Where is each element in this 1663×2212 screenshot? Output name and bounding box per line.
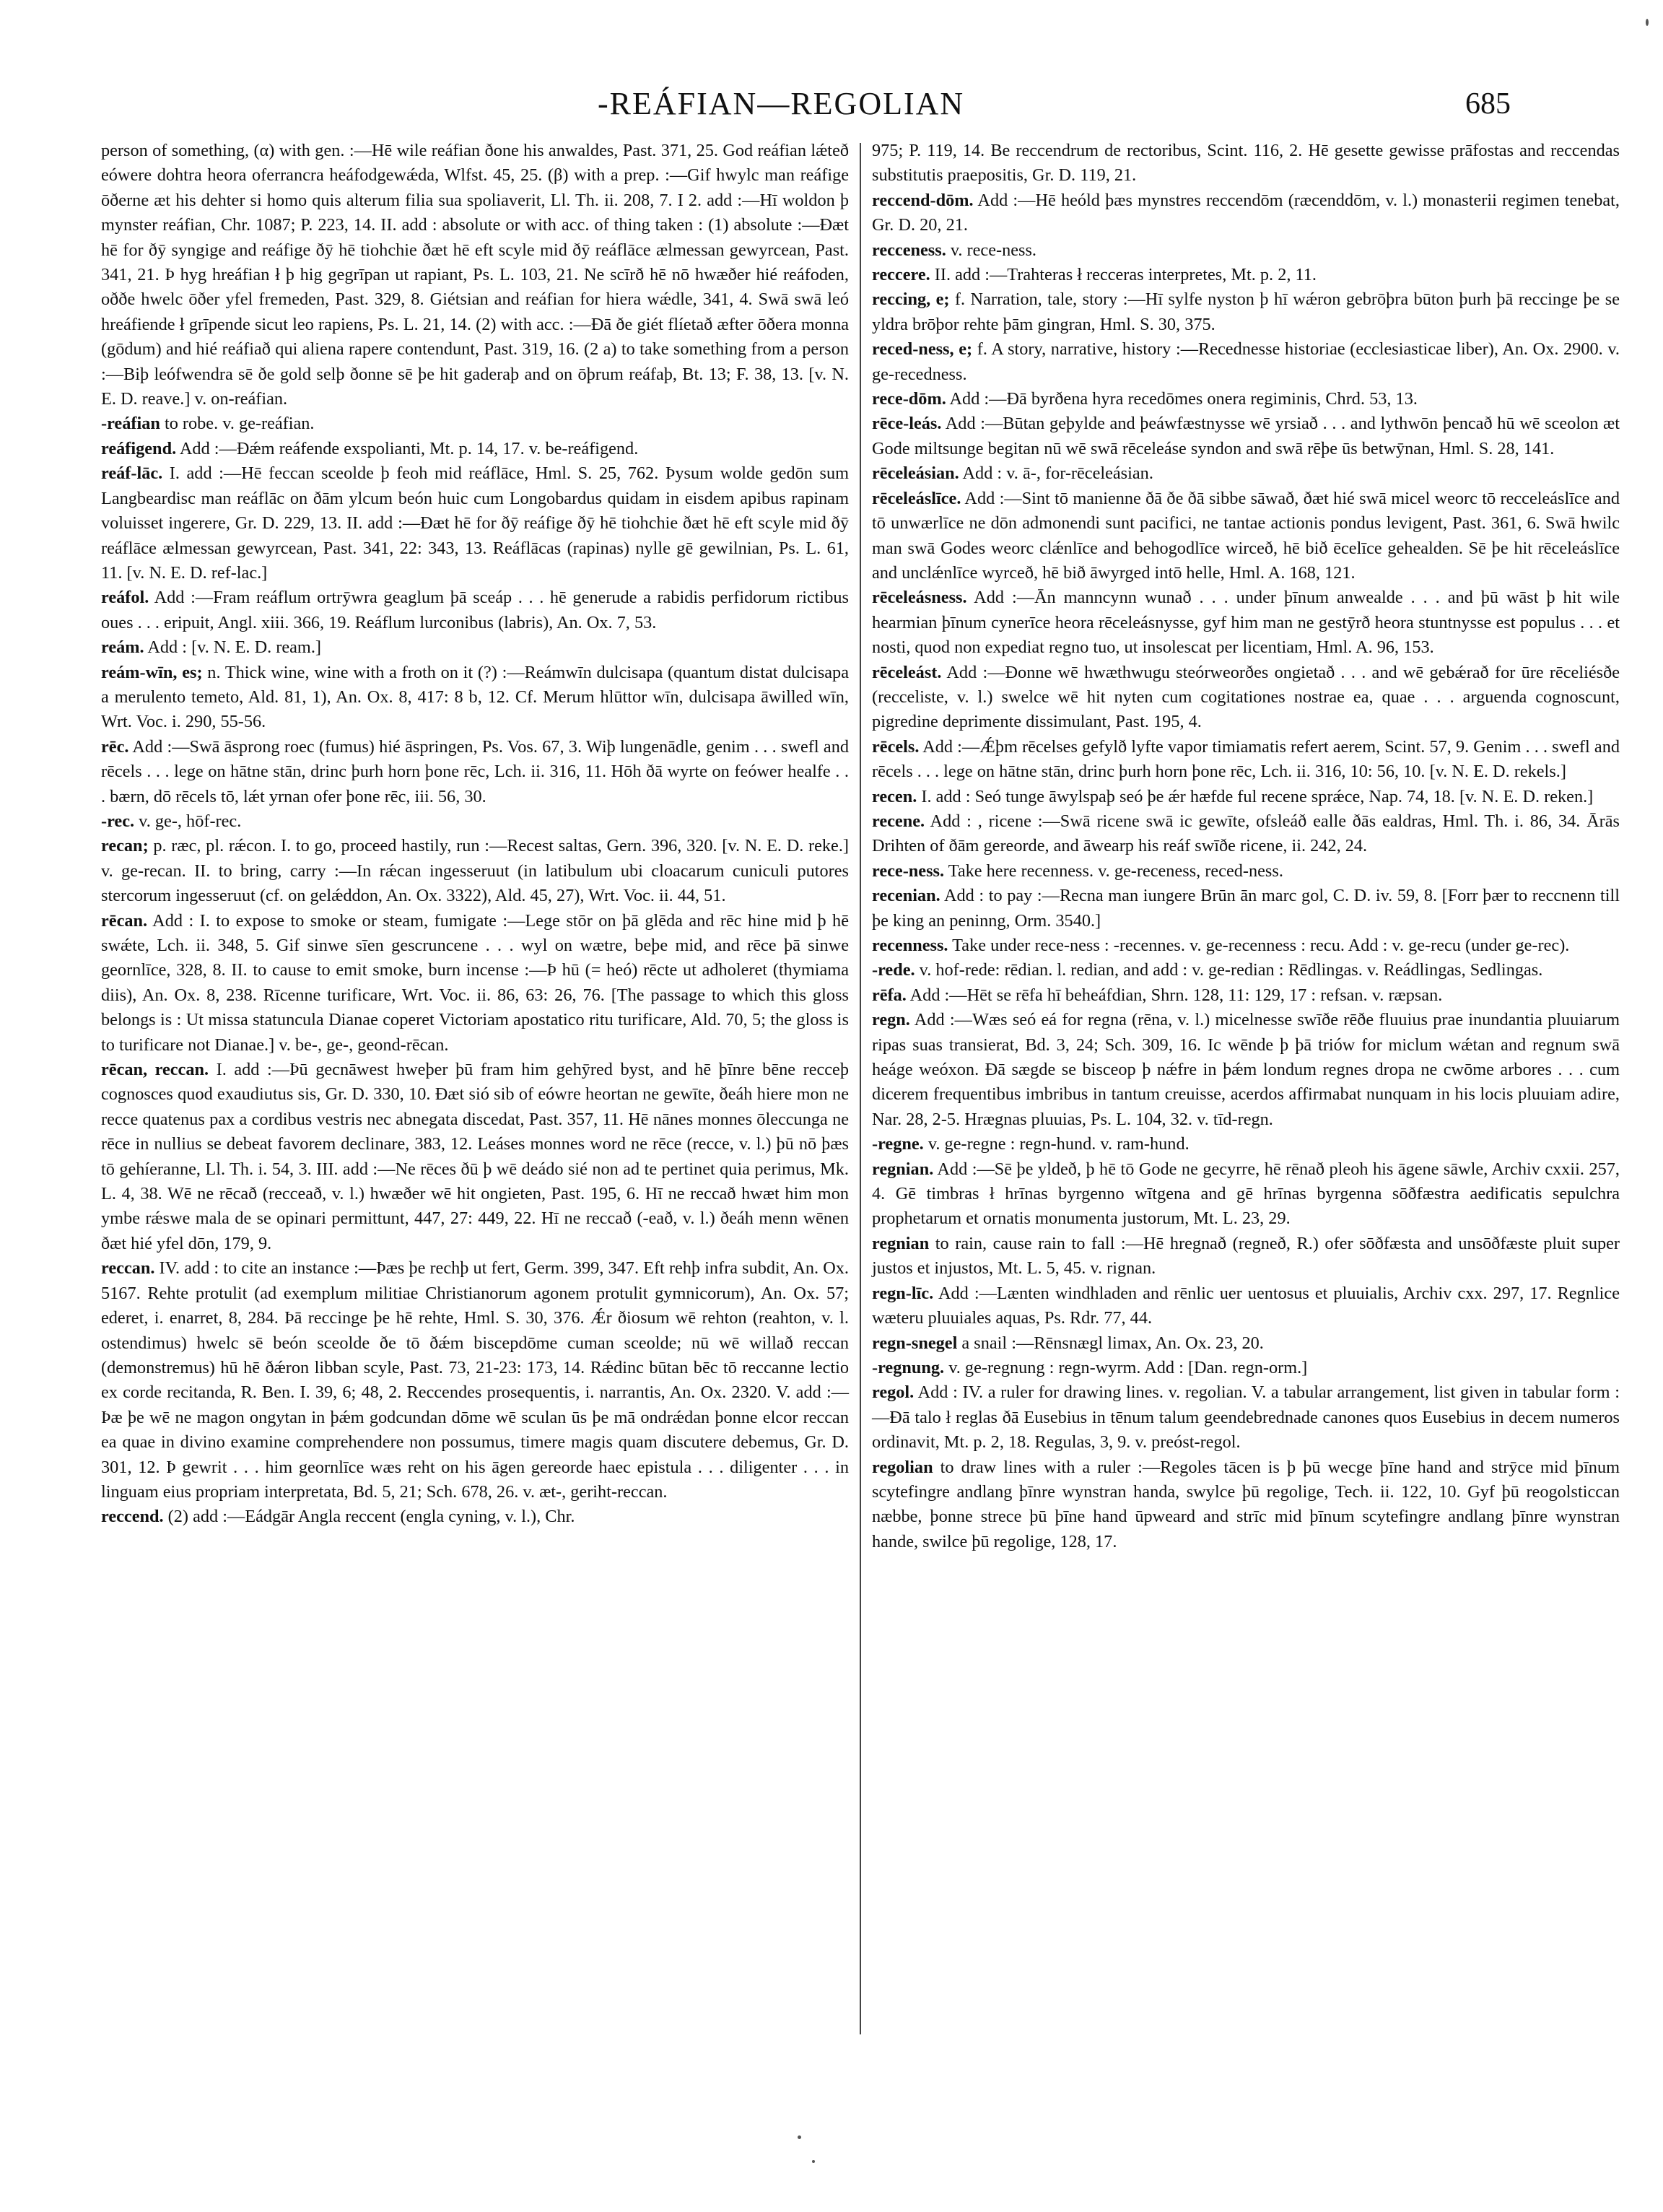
dictionary-entry <box>101 461 849 585</box>
entry-headword: rece-ness. <box>872 861 945 881</box>
entry-text: I. add : Seó tunge āwylspaþ seó þe ǽr hæfde ful recene sprǽce, Nap. 74, 18. [v. N. E. D. reken.] <box>917 786 1594 806</box>
entry-headword: recene. <box>872 811 925 831</box>
entry-headword: rēceleáslīce. <box>872 488 961 508</box>
dictionary-entry <box>872 1008 1620 1132</box>
dictionary-entry <box>872 809 1620 859</box>
dictionary-entry <box>101 139 849 412</box>
dictionary-entry <box>872 287 1620 337</box>
entry-text: Add :—Sē þe yldeð, þ hē tō Gode ne gecyrre, hē rēnað pleoh his āgene sāwle, Archiv cxxii. 257, 4. Gē timbras ł hrīnas byrgenno wītgena and gē hrīnas byrgenna sōðfæstra aedificatis sepulchra prophetarum et ornatis monumenta justorum, Mt. L. 23, 29. <box>872 1159 1620 1229</box>
entry-text: Add :—Ðā byrðena hyra recedōmes onera regiminis, Chrd. 53, 13. <box>946 389 1418 409</box>
entry-text: Add : to pay :—Recna man iungere Brūn ān marc gol, C. D. iv. 59, 8. [Forr þær to reccnenn till þe king an peninng, Orm. 3540.] <box>872 886 1620 931</box>
entry-headword: regnian <box>872 1233 930 1253</box>
scan-speck <box>812 2160 815 2163</box>
entry-headword: recen. <box>872 786 917 806</box>
dictionary-entry <box>101 661 849 735</box>
entry-text: Add :—Ðonne wē hwæthwugu steórweorðes ongietað . . . and wē gebǽrað for ūre rēceliésðe (recceliste, v. l.) swelce wē hit nyten cum cogitationes nostrae ea, quae . . . arguenda cognoscunt, pigredine deprimente dissimulant, Past. 195, 4. <box>872 662 1620 732</box>
entry-headword: regolian <box>872 1457 933 1477</box>
entry-headword: recenian. <box>872 886 940 906</box>
dictionary-entry <box>101 809 849 834</box>
entry-text: Take here recenness. v. ge-receness, reced-ness. <box>944 861 1283 881</box>
dictionary-entry <box>872 188 1620 238</box>
entry-headword: rēceleásian. <box>872 463 959 484</box>
entry-text: Add :—Swā āsprong roec (fumus) hié āspringen, Ps. Vos. 67, 3. Wiþ lungenādle, genim . . . swefl and rēcels . . . lege on hātne stān, drinc þurh horn þone rēc, Lch. ii. 316, 11. Hōh ðā wyrte on feówer healfe . . . bærn, dō rēcels tō, lǽt yrnan ofer þone rēc, iii. 56, 30. <box>101 736 849 806</box>
dictionary-entry <box>101 585 849 635</box>
entry-text: p. ræc, pl. rǽcon. I. to go, proceed hastily, run :—Recest saltas, Gern. 396, 320. [v. N. E. D. reke.] v. ge-recan. II. to bring, carry :—In rǽcan ingesseruut (in latibulum ubi cloacarum cuniculi putores stercorum ingesseruut (cf. on gelǽddon, An. Ox. 3322), Ald. 45, 27), Wrt. Voc. ii. 44, 51. <box>101 836 849 906</box>
entry-text: to draw lines with a ruler :—Regoles tācen is þ þū wecge þīne hand and strȳce mid þīnum scytefingre andlang þīnre wynstran handa, swylce þū regolige, Tech. ii. 122, 10. Gyf þū reogolsticcan næbbe, þonne strece þū þīne hand ūpweard and strīc mid þīnum scytefingre andlang þīnre wynstran hande, swilce þū regolige, 128, 17. <box>872 1457 1620 1551</box>
entry-headword: reccend. <box>101 1507 164 1527</box>
entry-text: Add :—Ðǽm reáfende exspolianti, Mt. p. 14, 17. v. be-reáfigend. <box>176 438 639 458</box>
entry-text: I. add :—Hē feccan sceolde þ feoh mid reáflāce, Hml. S. 25, 762. Þysum wolde gedōn sum Langbeardisc man reáflāc on ðām ylcum beón huic cum Longobardus quidam in eisdem apibus rapinam voluisset ingerere, Gr. D. 229, 13. II. add :—Ðæt hē for ðȳ reáfige ðȳ hē tiohchie ðæt hē eft scyle mid ðȳ reáflāce ælmessan gewyrcean, Past. 341, 22: 343, 13. Reáflācas (rapinas) nylle gē gewilnian, Ps. L. 61, 11. [v. N. E. D. ref-lac.] <box>101 463 849 583</box>
entry-headword: rece-dōm. <box>872 389 946 409</box>
entry-text: v. ge-regne : regn-hund. v. ram-hund. <box>923 1134 1190 1154</box>
entry-text: f. A story, narrative, history :—Recednesse historiae (ecclesiasticae liber), An. Ox. 2900. v. ge-recedness. <box>872 339 1620 384</box>
scan-speck <box>798 2135 801 2139</box>
entry-headword: -regne. <box>872 1134 924 1154</box>
dictionary-entry <box>101 1505 849 1529</box>
entry-text: I. add :—Þū gecnāwest hweþer þū fram him gehȳred byst, and hē þīnre bēne recceþ cognosces quod exaudiutus sis, Gr. D. 330, 10. Ðæt sió sib of eówre heortan ne gewīte, ðeáh hiere mon ne recce quatenus pax a cordibus vestris nec abnegata discedat, Past. 357, 11. Hē nānes monnes ōleccunga ne rēce in nullius se debeat favorem declinare, 383, 12. Leáses monnes word ne rēce (recce, v. l.) þū nō þæs tō gehíeranne, Ll. Th. i. 54, 3. III. add :—Ne rēces ðū þ wē deádo sié non ad te pertinet quia perimus, Mk. L. 4, 38. Wē ne rēcað (recceað, v. l.) hwæðer wē hit ongieten, Past. 195, 6. Hī ne reccað hwæt him mon ymbe rǽswe mala de se opinari permittunt, 447, 27: 449, 22. Hī ne reccað (-eað, v. l.) ðeáh menn wēnen ðæt hié yfel dōn, 179, 9. <box>101 1060 849 1253</box>
entry-headword: -regnung. <box>872 1357 945 1377</box>
entry-text: (2) add :—Eádgār Angla reccent (engla cyning, v. l.), Chr. <box>163 1507 575 1527</box>
column-divider <box>860 143 861 2034</box>
dictionary-entry <box>872 337 1620 387</box>
dictionary-entry <box>872 1331 1620 1356</box>
entry-headword: -rede. <box>872 960 915 980</box>
entry-text: Add :—Būtan geþylde and þeáwfæstnysse wē yrsiað . . . and lythwōn þencað hū wē sceolon æt Gode miltsunge begitan nū wē swā rēceleáse syndon and swā rēþe ūs betwȳnan, Hml. S. 28, 141. <box>872 414 1620 458</box>
entry-headword: regn-līc. <box>872 1283 934 1303</box>
entry-text: Add :—Lænten windhladen and rēnlic uer uentosus et pluuialis, Archiv cxx. 297, 17. Regnlice wæteru pluuiales aquas, Ps. Rdr. 77, 44. <box>872 1283 1620 1328</box>
entry-text: v. ge-, hōf-rec. <box>134 811 242 831</box>
dictionary-entry <box>101 437 849 461</box>
entry-headword: recenness. <box>872 936 948 955</box>
dictionary-entry <box>872 387 1620 412</box>
dictionary-entry <box>872 585 1620 660</box>
entry-headword: regn-snegel <box>872 1333 958 1353</box>
entry-headword: rēce-leás. <box>872 414 942 434</box>
running-head: -REÁFIAN—REGOLIAN <box>598 86 965 121</box>
entry-text: v. ge-regnung : regn-wyrm. Add : [Dan. regn-orm.] <box>944 1357 1308 1377</box>
dictionary-entry <box>872 859 1620 884</box>
dictionary-entry <box>872 933 1620 958</box>
entry-headword: rēcan. <box>101 910 148 931</box>
right-column <box>872 139 1620 1554</box>
dictionary-entry <box>101 735 849 809</box>
entry-text: Take under rece-ness : -recennes. v. ge-recenness : recu. Add : v. ge-recu (under ge-rec). <box>948 936 1570 955</box>
entry-text: v. rece-ness. <box>946 240 1037 260</box>
entry-text: to rain, cause rain to fall :—Hē hregnað (regneð, R.) ofer sōðfæsta and unsōðfæste pluit super justos et injustos, Mt. L. 5, 45. v. rignan. <box>872 1233 1620 1279</box>
entry-text: to robe. v. ge-reáfian. <box>160 414 315 434</box>
dictionary-entry <box>872 661 1620 735</box>
entry-headword: reám. <box>101 637 144 658</box>
dictionary-entry <box>872 1157 1620 1232</box>
entry-headword: reccere. <box>872 265 930 285</box>
dictionary-entry <box>872 958 1620 983</box>
entry-text: Add :—Wæs seó eá for regna (rēna, v. l.) micelnesse swīðe rēðe fluuius prae inundantia pluuiarum ripas suas transierat, Bd. 3, 24; Sch. 309, 16. Ic wēnde þ þā triów for miclum wǽtan and regnum swā heáge weóxon. Ðā sægde se bisceop þ nǽfre in þǽm londum regnes dropa ne cwōme arbores . . . cum dicerem frequentibus imbribus in tantum creuisse, acerdos affirmabat nunquam in his locis pluuiam adire, Nar. 28, 2-5. Hrægnas pluuias, Ps. L. 104, 32. v. tīd-regn. <box>872 1010 1620 1129</box>
dictionary-entry <box>101 1058 849 1256</box>
dictionary-entry <box>872 1232 1620 1281</box>
dictionary-entry <box>101 635 849 660</box>
entry-text: Add : v. ā-, for-rēceleásian. <box>959 463 1153 484</box>
left-column <box>101 139 849 1530</box>
dictionary-entry <box>872 983 1620 1008</box>
entry-text: Add : , ricene :—Swā ricene swā ic gewīte, ofsleáð ealle ðās ealdras, Hml. Th. i. 86, 34. Ārās Drihten of ðām gereorde, and āwearp his reáf swīðe ricene, ii. 242, 24. <box>872 811 1620 856</box>
entry-text: Add :—Hē heóld þæs mynstres reccendōm (ræcenddōm, v. l.) monasterii regimen tenebat, Gr. D. 20, 21. <box>872 190 1620 235</box>
entry-headword: reám-wīn, es; <box>101 662 203 682</box>
entry-headword: reáfigend. <box>101 438 177 458</box>
dictionary-entry <box>872 238 1620 263</box>
dictionary-entry <box>872 785 1620 809</box>
entry-headword: regn. <box>872 1010 910 1030</box>
entry-headword: -reáfian <box>101 414 160 434</box>
dictionary-entry <box>101 834 849 908</box>
entry-text: 975; P. 119, 14. Be reccendrum de rectoribus, Scint. 116, 2. Hē gesette gewisse prāfostas and reccendas substitutis praepositis, Gr. D. 119, 21. <box>872 141 1620 186</box>
entry-headword: reced-ness, e; <box>872 339 973 360</box>
entry-text: IV. add : to cite an instance :—Þæs þe rechþ ut fert, Germ. 399, 347. Eft rehþ infra subdit, An. Ox. 5167. Rehte protulit (ad exemplum militiae Christianorum agonem protulit gymnicorum), An. Ox. 57; ederet, i. enarret, 8, 284. Þā reccinge þe hē rehte, Hml. S. 30, 376. Ǽr ðiosum wē rehton (reahton, v. l. ostendimus) hwelc sē beón sceolde ðe tō ðǽm biscepdōme cuman sceolde; nū wē willað reccan (demonstremus) hū hē ðǽron libban scyle, Past. 73, 21-23: 173, 14. Rǽdinc būtan bēc tō reccanne lectio ex corde recitanda, R. Ben. I. 39, 6; 48, 2. Reccendes prosequentis, i. narrantis, An. Ox. 2320. V. add :—Þæ þe wē ne magon ongytan in þǽm godcundan dōme wē sculan ūs þe mā ondrǽdan þonne elcor reccan ea quae in divino examine comprehendere non possumus, timere magis quam discutere debemus, Gr. D. 301, 12. Þ gewrit . . . him geornlīce wæs reht on his āgen gereorde haec epistula . . . diligenter . . . in linguam eius propriam interpretata, Bd. 5, 21; Sch. 678, 26. v. æt-, geriht-reccan. <box>101 1258 849 1502</box>
entry-headword: reccan. <box>101 1258 155 1279</box>
entry-headword: reccend-dōm. <box>872 190 974 210</box>
dictionary-entry <box>872 461 1620 486</box>
entry-headword: reáfol. <box>101 588 149 608</box>
dictionary-entry <box>872 1281 1620 1331</box>
entry-text: Add : IV. a ruler for drawing lines. v. regolian. V. a tabular arrangement, list given in tabular form :—Ðā talo ł reglas ðā Eusebius in tēnum talum geendebrednade canones quos Eusebius in decem numeros ordinavit, Mt. p. 2, 18. Regulas, 3, 9. v. preóst-regol. <box>872 1382 1620 1453</box>
entry-text: Add :—Ǽþm rēcelses gefylð lyfte vapor timiamatis refert aerem, Scint. 57, 9. Genim . . . swefl and rēcels . . . lege on hātne stān, drinc þurh horn þone rēc, Lch. ii. 316, 10: 56, 10. [v. N. E. D. rekels.] <box>872 736 1620 782</box>
entry-headword: rēceleásness. <box>872 588 967 608</box>
dictionary-entry <box>872 884 1620 933</box>
dictionary-entry <box>872 1356 1620 1380</box>
entry-headword: reccing, e; <box>872 289 950 310</box>
dictionary-entry <box>872 1380 1620 1455</box>
entry-text: Add :—Ān manncynn wunað . . . under þīnum anwealde . . . and þū wāst þ hit wile hearmian þīnum cynerīce heora rēceleásnysse, gyf him man ne gestȳrð heora stuntnysse est populus . . . et nosti, quod non expediat regno tuo, ut insolescat per licentiam, Hml. A. 96, 153. <box>872 588 1620 658</box>
page-number: 685 <box>1465 87 1511 121</box>
entry-headword: rēc. <box>101 736 129 757</box>
entry-headword: rēfa. <box>872 985 907 1005</box>
scan-speck <box>1646 19 1649 26</box>
entry-headword: rēcan, reccan. <box>101 1060 209 1080</box>
entry-text: II. add :—Trahteras ł recceras interpretes, Mt. p. 2, 11. <box>930 265 1317 285</box>
entry-text: Add :—Sint tō manienne ðā ðe ðā sibbe sāwað, ðæt hié swā micel weorc tō recceleáslīce and tō unwærlīce ne dōn admonendi sunt pacifici, ne tantae actionis pondus levigent, Past. 361, 6. Swā hwilc man swā Godes weorc clǽnlīce and behogodlīce wirceð, hē bið ēcelīce gehealden. Sē þe hit rēceleáslīce and unclǽnlīce wyrceð, hē bið āwyrged intō helle, Hml. A. 168, 121. <box>872 488 1620 583</box>
dictionary-entry <box>101 1256 849 1505</box>
entry-text: Add :—Hēt se rēfa hī beheáfdian, Shrn. 128, 11: 129, 17 : refsan. v. ræpsan. <box>906 985 1443 1005</box>
dictionary-entry <box>872 263 1620 287</box>
entry-text: Add :—Fram reáflum ortrȳwra geaglum þā sceáp . . . hē generude a rabidis perfidorum rictibus oues . . . eripuit, Angl. xiii. 366, 19. Reáflum lurconibus (labris), An. Ox. 7, 53. <box>101 588 849 632</box>
dictionary-entry <box>872 487 1620 586</box>
entry-headword: recan; <box>101 836 149 856</box>
entry-headword: regnian. <box>872 1159 934 1179</box>
entry-text: n. Thick wine, wine with a froth on it (?) :—Reámwīn dulcisapa (quantum distat dulcisapa a merulento temeto, Ald. 81, 1), An. Ox. 8, 417: 8 b, 12. Cf. Merum hlūttor wīn, dulcisapa āwilled wīn, Wrt. Voc. i. 290, 55-56. <box>101 662 849 732</box>
dictionary-entry <box>872 735 1620 785</box>
entry-headword: rēcels. <box>872 736 920 757</box>
entry-headword: reáf-lāc. <box>101 463 163 484</box>
entry-text: person of something, (α) with gen. :—Hē wile reáfian ðone his anwaldes, Past. 371, 25. God reáfian lǽteð eówere dohtra heora oferrancra heáfodgewǽda, Wlfst. 45, 25. (β) with a prep. :—Gif hwylc man reáfige ōðerne æt his dehter si homo quis alterum filia sua spoliaverit, Ll. Th. ii. 208, 7. I 2. add :—Hī woldon þ mynster reáfian, Chr. 1087; P. 223, 14. II. add : absolute or with acc. of thing taken : (1) absolute :—Ðæt hē for ðȳ syngige and reáfige ðȳ hē tiohchie ðæt hē eft scyle mid ðȳ reáflāce ælmessan gewyrcean, Past. 341, 21. Þ hyg hreáfian ł þ hig gegrīpan ut rapiant, Ps. L. 103, 21. Ne scīrð hē nō hwæðer hié reáfoden, oððe hwelc ōðer yfel fremeden, Past. 329, 8. Giétsian and reáfian for hiera wǽdle, 341, 4. Swā swā leó hreáfiende ł grīpende sicut leo rapiens, Ps. L. 21, 14. (2) with acc. :—Ðā ðe giét flíetað æfter ōðera monna (gōdum) and hié reáfiað qui aliena rapere contendunt, Past. 319, 16. (2 a) to take something from a person :—Biþ leófwendra sē ðe gold selþ ðonne sē þe hit gaderaþ and on ōþrum reáfaþ, Bt. 13; F. 38, 13. [v. N. E. D. reave.] v. on-reáfian. <box>101 141 849 409</box>
dictionary-entry <box>101 909 849 1058</box>
dictionary-entry <box>872 1455 1620 1555</box>
entry-headword: -rec. <box>101 811 135 831</box>
entry-text: Add : I. to expose to smoke or steam, fumigate :—Lege stōr on þā glēda and rēc hine mid þ hē swǽte, Lch. ii. 348, 5. Gif sinwe sīen gescruncene . . . wyl on wætre, beþe mid, and rēce þā sinwe geornlīce, 328, 8. II. to cause to emit smoke, burn incense :—Þ hū (= heó) rēcte ut adholeret (thymiama diis), An. Ox. 8, 238. Rīcenne turificare, Wrt. Voc. ii. 86, 63: 26, 76. [The passage to which this gloss belongs is : Ut missa statuncula Dianae coperet Victoriam apostatico ritu turificare, Ald. 70, 5; the gloss is to turificare not Dianae.] v. be-, ge-, geond-rēcan. <box>101 910 849 1055</box>
entry-headword: regol. <box>872 1382 915 1403</box>
dictionary-entry <box>872 139 1620 188</box>
entry-text: a snail :—Rēnsnægl limax, An. Ox. 23, 20. <box>957 1333 1264 1353</box>
entry-text: f. Narration, tale, story :—Hī sylfe nyston þ hī wǽron gebrōþra būton þurh þā reccinge þe se yldra brōþor rehte þām gingran, Hml. S. 30, 375. <box>872 289 1620 334</box>
dictionary-entry <box>872 412 1620 461</box>
entry-text: Add : [v. N. E. D. ream.] <box>144 637 321 658</box>
entry-headword: recceness. <box>872 240 946 260</box>
entry-headword: rēceleást. <box>872 662 942 682</box>
entry-text: v. hof-rede: rēdian. l. redian, and add : v. ge-redian : Rēdlingas. v. Reádlingas, Sedlingas. <box>915 960 1543 980</box>
dictionary-entry <box>872 1132 1620 1157</box>
dictionary-entry <box>101 412 849 436</box>
